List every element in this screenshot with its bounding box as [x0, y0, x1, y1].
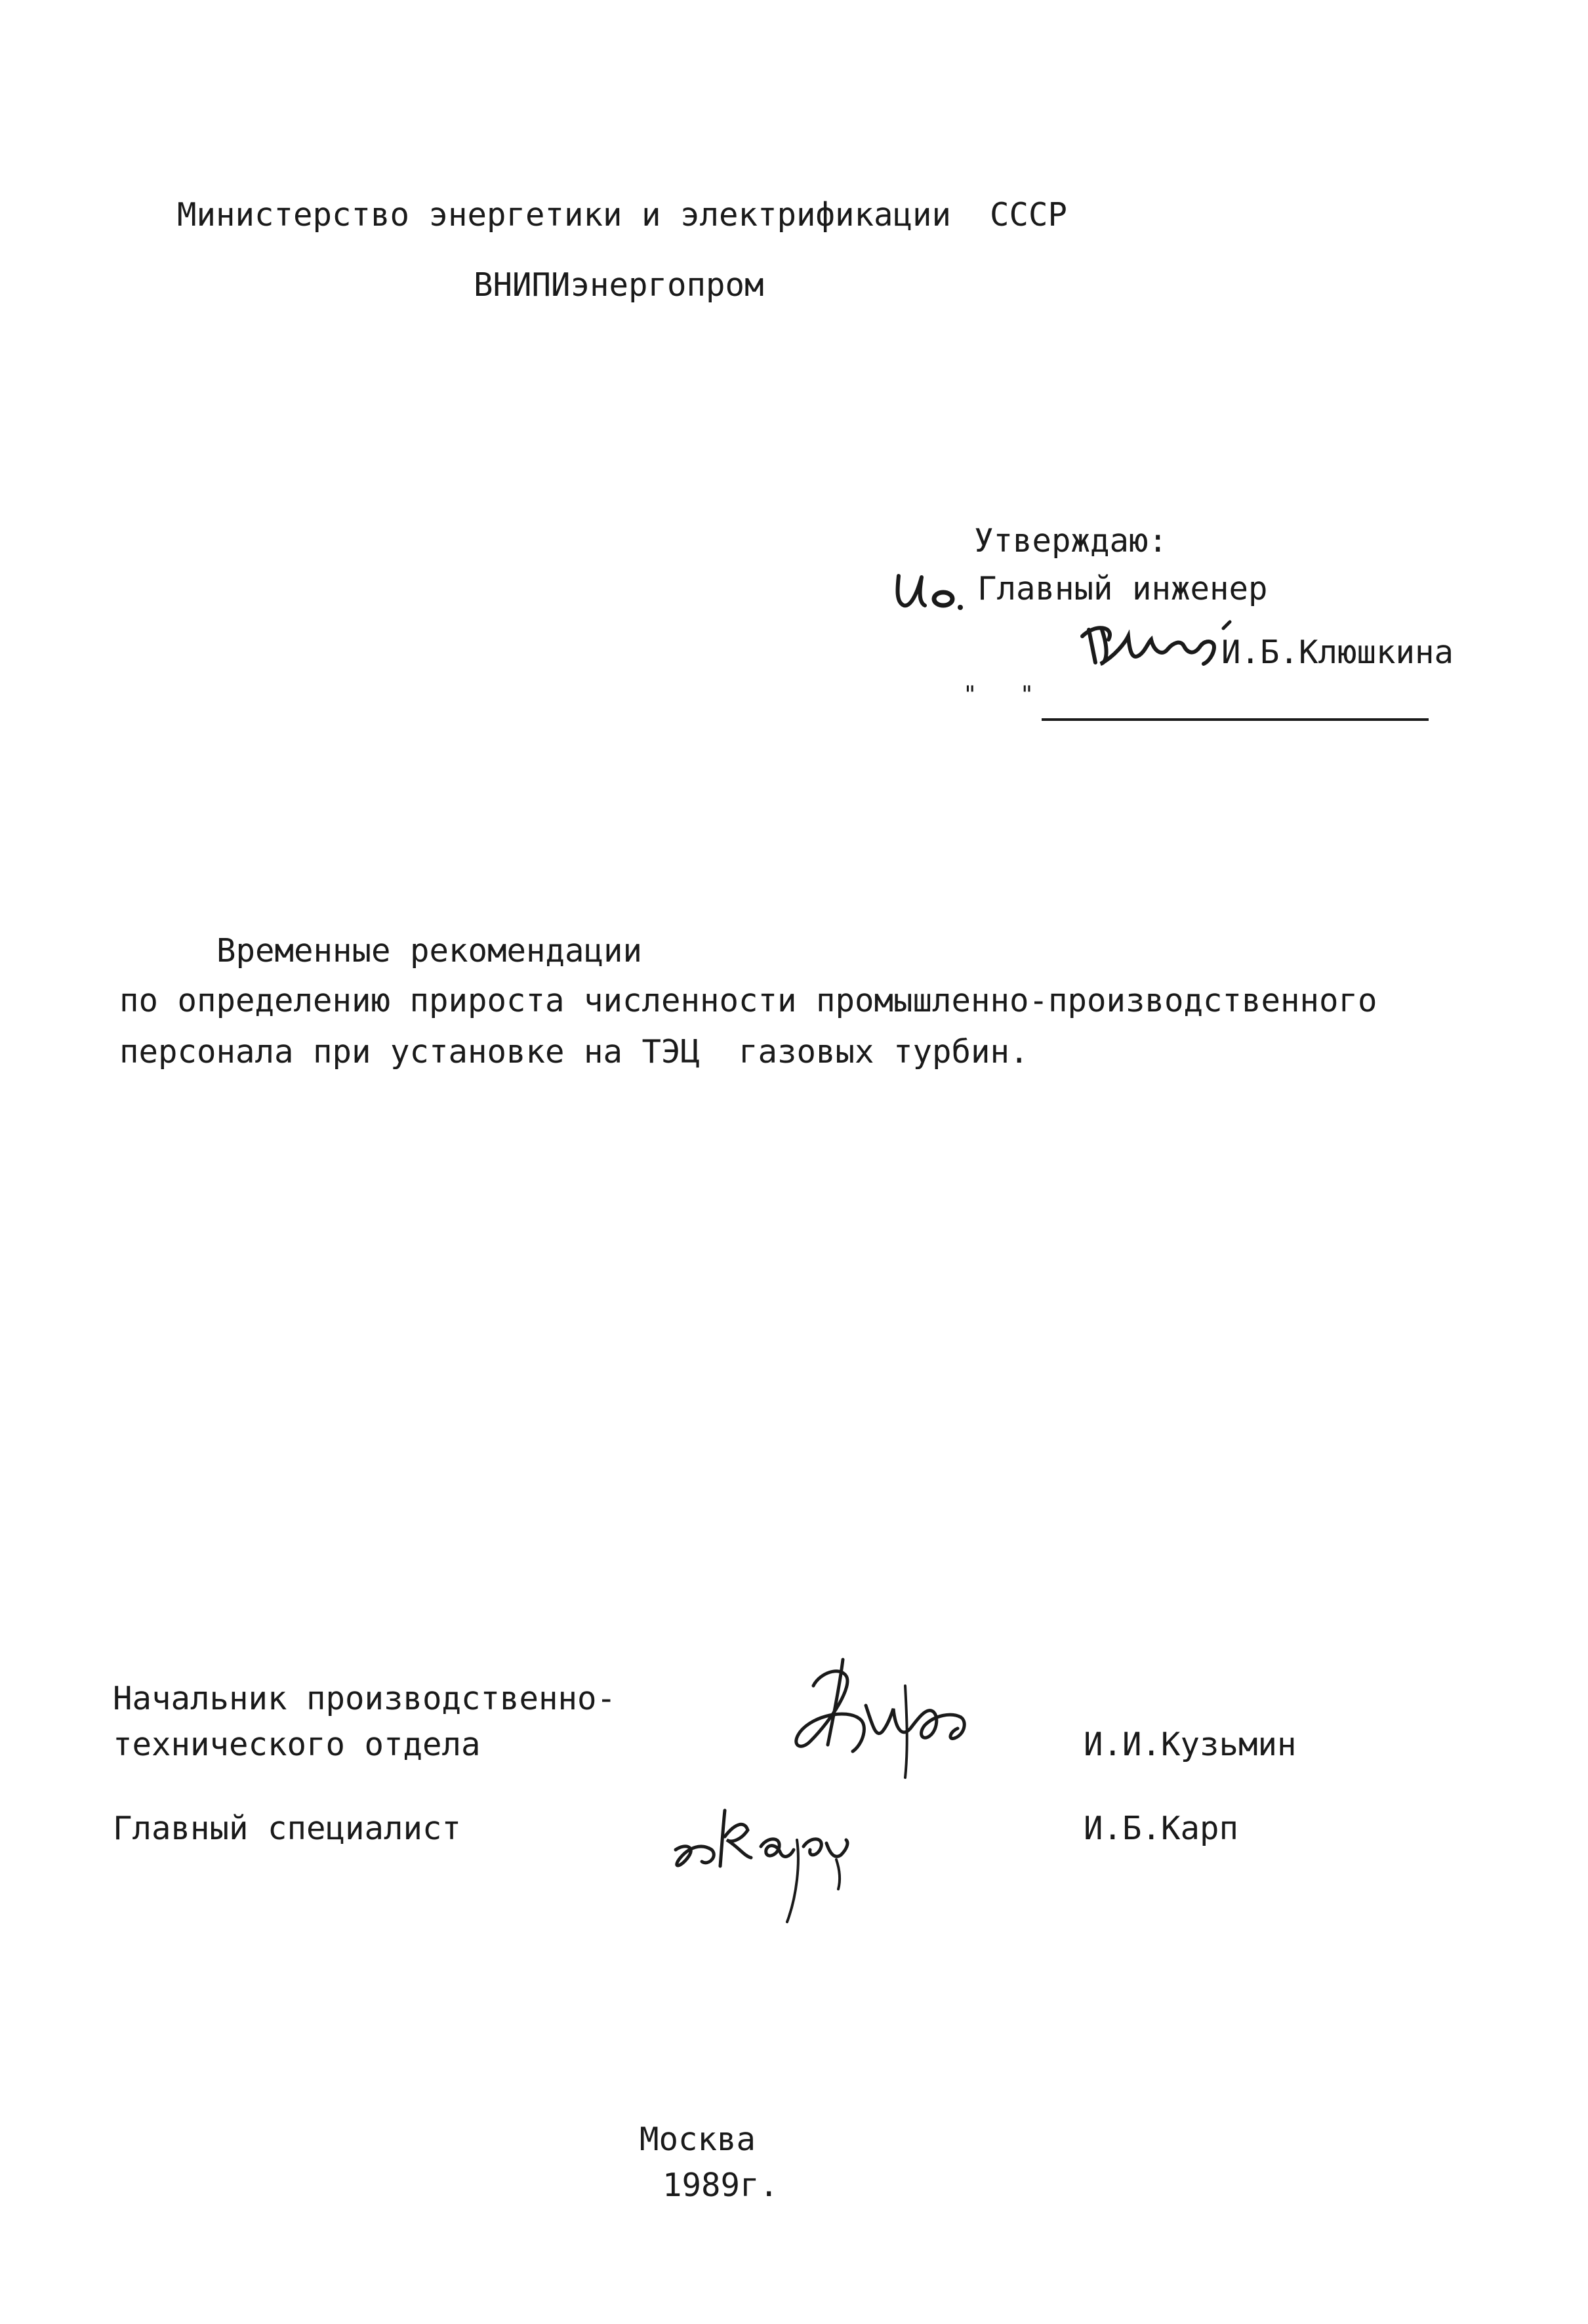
footer-city: Москва [640, 2121, 756, 2158]
ministry-heading: Министерство энергетики и электрификации СССР [177, 196, 1068, 234]
signatory-name-2: И.Б.Карп [1084, 1810, 1239, 1847]
kuzmin-signature [741, 1646, 990, 1791]
signatory-role-1a: Начальник производственно- [113, 1680, 617, 1717]
institute-heading: ВНИПИэнергопром [474, 266, 764, 304]
approve-label: Утверждаю: [974, 522, 1168, 560]
acting-prefix-handwritten [892, 569, 971, 615]
signatory-role-2: Главный специалист [113, 1810, 462, 1847]
karp-signature [662, 1784, 886, 1928]
date-quotes: " " [963, 682, 1034, 708]
approval-date-line [1042, 718, 1429, 721]
signatory-role-1b: технического отдела [113, 1726, 481, 1763]
approver-position: Главный инженер [977, 570, 1268, 607]
approver-signature [1069, 617, 1240, 676]
footer-year: 1989г. [662, 2167, 779, 2204]
approver-name: И.Б.Клюшкина [1221, 634, 1454, 671]
title-line-2: по определению прироста численности промышленно-производственного [119, 982, 1377, 1019]
title-line-3: персонала при установке на ТЭЦ газовых турбин. [119, 1033, 1029, 1070]
title-line-1: Временные рекомендации [216, 932, 643, 969]
signatory-name-1: И.И.Кузьмин [1084, 1726, 1297, 1763]
